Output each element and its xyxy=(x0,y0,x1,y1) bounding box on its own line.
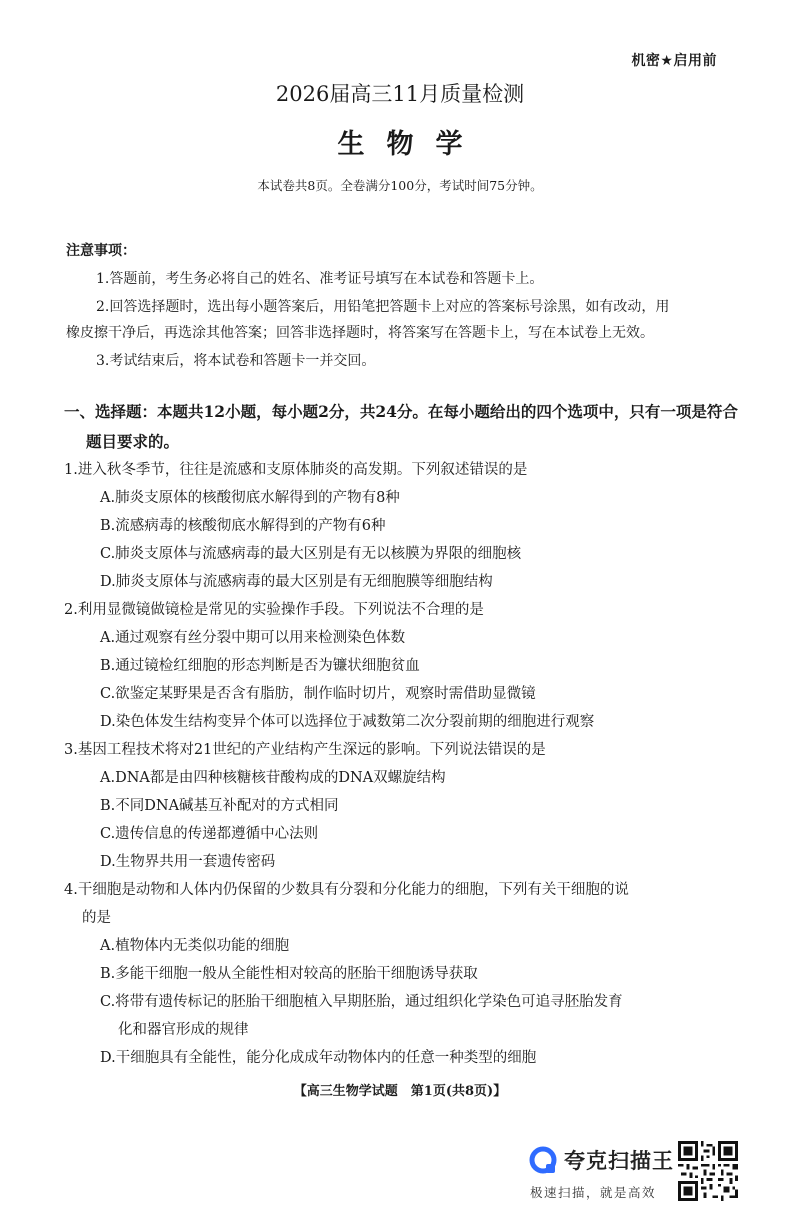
notice-item: 橡皮擦干净后，再选涂其他答案；回答非选择题时，将答案写在答题卡上，写在本试卷上无效。 xyxy=(66,325,654,341)
question-stem: 1.进入秋冬季节，往往是流感和支原体肺炎的高发期。下列叙述错误的是 xyxy=(64,462,528,478)
question-option: C.欲鉴定某野果是否含有脂肪，制作临时切片，观察时需借助显微镜 xyxy=(100,686,536,702)
question-stem: 3.基因工程技术将对21世纪的产业结构产生深远的影响。下列说法错误的是 xyxy=(64,742,546,758)
question-option: D.生物界共用一套遗传密码 xyxy=(100,854,276,870)
question-option: C.遗传信息的传递都遵循中心法则 xyxy=(100,826,319,842)
notice-item: 2.回答选择题时，选出每小题答案后，用铅笔把答题卡上对应的答案标号涂黑，如有改动，用 xyxy=(96,299,670,315)
question-option-cont: 化和器官形成的规律 xyxy=(118,1022,249,1038)
qr-code-icon xyxy=(678,1141,738,1201)
section-heading-cont: 题目要求的。 xyxy=(86,432,180,451)
question-option: D.染色体发生结构变异个体可以选择位于减数第二次分裂前期的细胞进行观察 xyxy=(100,714,595,730)
question-option: D.干细胞具有全能性，能分化成成年动物体内的任意一种类型的细胞 xyxy=(100,1050,537,1066)
exam-intro: 本试卷共8页。全卷满分100分，考试时间75分钟。 xyxy=(257,178,543,193)
question-option: A.肺炎支原体的核酸彻底水解得到的产物有8种 xyxy=(100,490,400,506)
scanner-watermark xyxy=(528,1145,674,1200)
question-option: A.植物体内无类似功能的细胞 xyxy=(100,938,290,954)
question-option: C.将带有遗传标记的胚胎干细胞植入早期胚胎，通过组织化学染色可追寻胚胎发育 xyxy=(100,994,623,1010)
question-option: D.肺炎支原体与流感病毒的最大区别是有无细胞膜等细胞结构 xyxy=(100,574,493,590)
scanner-tagline: 极速扫描，就是高效 xyxy=(530,1185,657,1200)
notice-title: 注意事项： xyxy=(66,243,136,259)
confidential-label: 机密★启用前 xyxy=(631,53,717,69)
question-option: B.通过镜检红细胞的形态判断是否为镰状细胞贫血 xyxy=(100,658,420,674)
question-stem: 2.利用显微镜做镜检是常见的实验操作手段。下列说法不合理的是 xyxy=(64,602,484,618)
section-heading: 一、选择题：本题共12小题，每小题2分，共24分。在每小题给出的四个选项中，只有一项是符合 xyxy=(64,402,738,421)
notice-item: 3.考试结束后，将本试卷和答题卡一并交回。 xyxy=(96,353,376,369)
question-option: B.流感病毒的核酸彻底水解得到的产物有6种 xyxy=(100,518,386,534)
scanner-brand-name: 夸克扫描王 xyxy=(564,1149,674,1173)
question-option: B.多能干细胞一般从全能性相对较高的胚胎干细胞诱导获取 xyxy=(100,966,478,982)
page-footer: 【高三生物学试题 第1页(共8页)】 xyxy=(293,1084,507,1099)
question-option: A.通过观察有丝分裂中期可以用来检测染色体数 xyxy=(100,630,406,646)
exam-title: 2026届高三11月质量检测 xyxy=(275,82,525,106)
question-option: C.肺炎支原体与流感病毒的最大区别是有无以核膜为界限的细胞核 xyxy=(100,546,522,562)
question-option: A.DNA都是由四种核糖核苷酸构成的DNA双螺旋结构 xyxy=(100,770,446,786)
scanner-logo-icon xyxy=(528,1145,558,1175)
question-stem: 4.干细胞是动物和人体内仍保留的少数具有分裂和分化能力的细胞，下列有关干细胞的说 xyxy=(64,882,629,898)
notice-item: 1.答题前，考生务必将自己的姓名、准考证号填写在本试卷和答题卡上。 xyxy=(96,271,544,287)
question-option: B.不同DNA碱基互补配对的方式相同 xyxy=(100,798,339,814)
subject-title: 生物学 xyxy=(337,129,485,160)
question-stem-cont: 的是 xyxy=(82,910,111,926)
